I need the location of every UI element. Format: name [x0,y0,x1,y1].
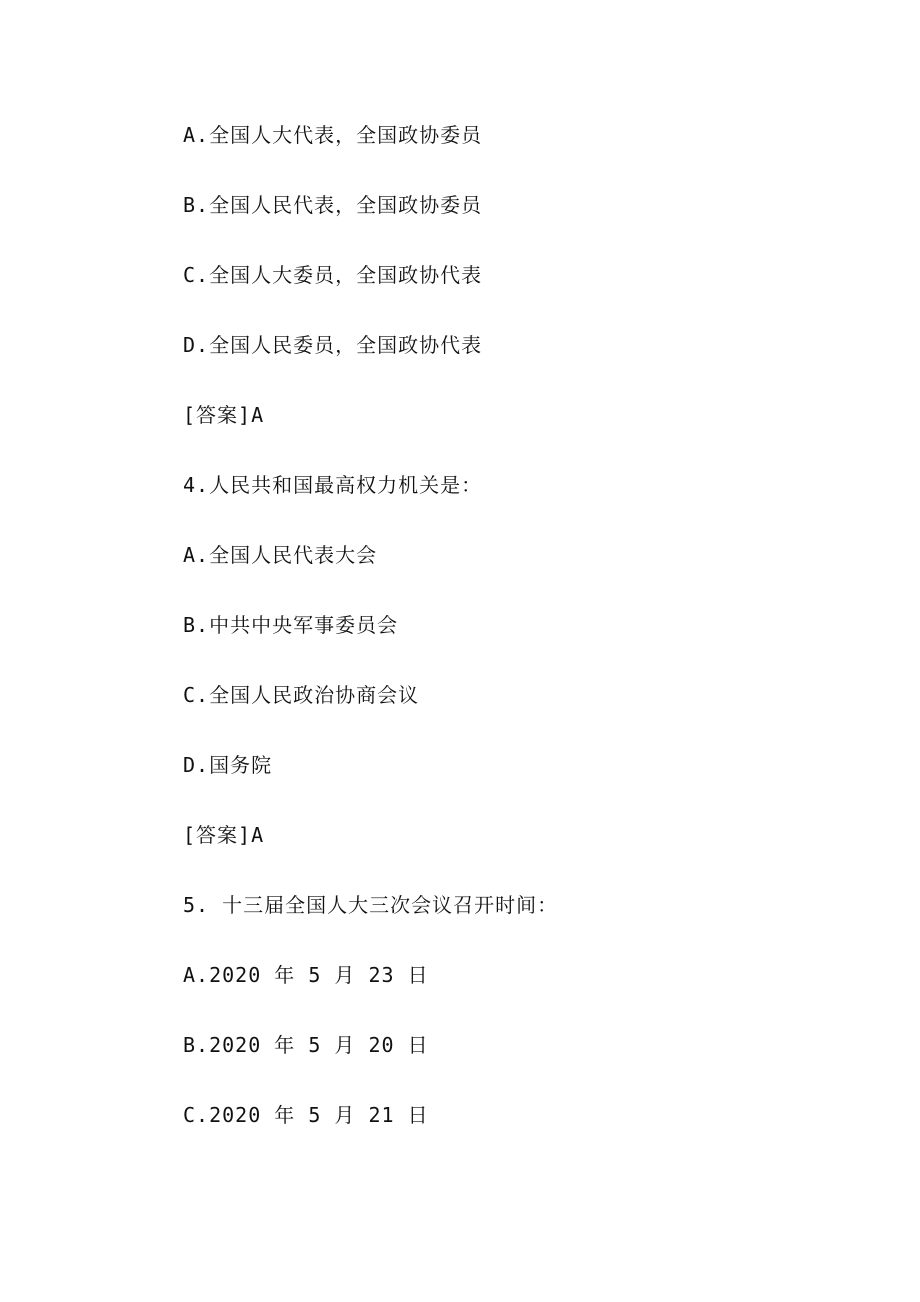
option-a-q5: A.2020 年 5 月 23 日 [183,963,429,987]
answer-q4: [答案]A [183,823,265,847]
answer-q3: [答案]A [183,403,265,427]
option-b-q3: B.全国人民代表，全国政协委员 [183,193,483,217]
question-5: 5. 十三届全国人大三次会议召开时间： [183,893,559,917]
option-d-q3: D.全国人民委员，全国政协代表 [183,333,483,357]
option-b-q5: B.2020 年 5 月 20 日 [183,1033,429,1057]
document-content [183,118,863,1168]
option-a-q4: A.全国人民代表大会 [183,543,378,567]
option-a-q3: A.全国人大代表，全国政协委员 [183,123,483,147]
option-b-q4: B.中共中央军事委员会 [183,613,399,637]
option-c-q4: C.全国人民政治协商会议 [183,683,420,707]
option-c-q5: C.2020 年 5 月 21 日 [183,1103,429,1127]
option-c-q3: C.全国人大委员，全国政协代表 [183,263,483,287]
option-d-q4: D.国务院 [183,753,273,777]
question-4: 4.人民共和国最高权力机关是： [183,473,483,497]
